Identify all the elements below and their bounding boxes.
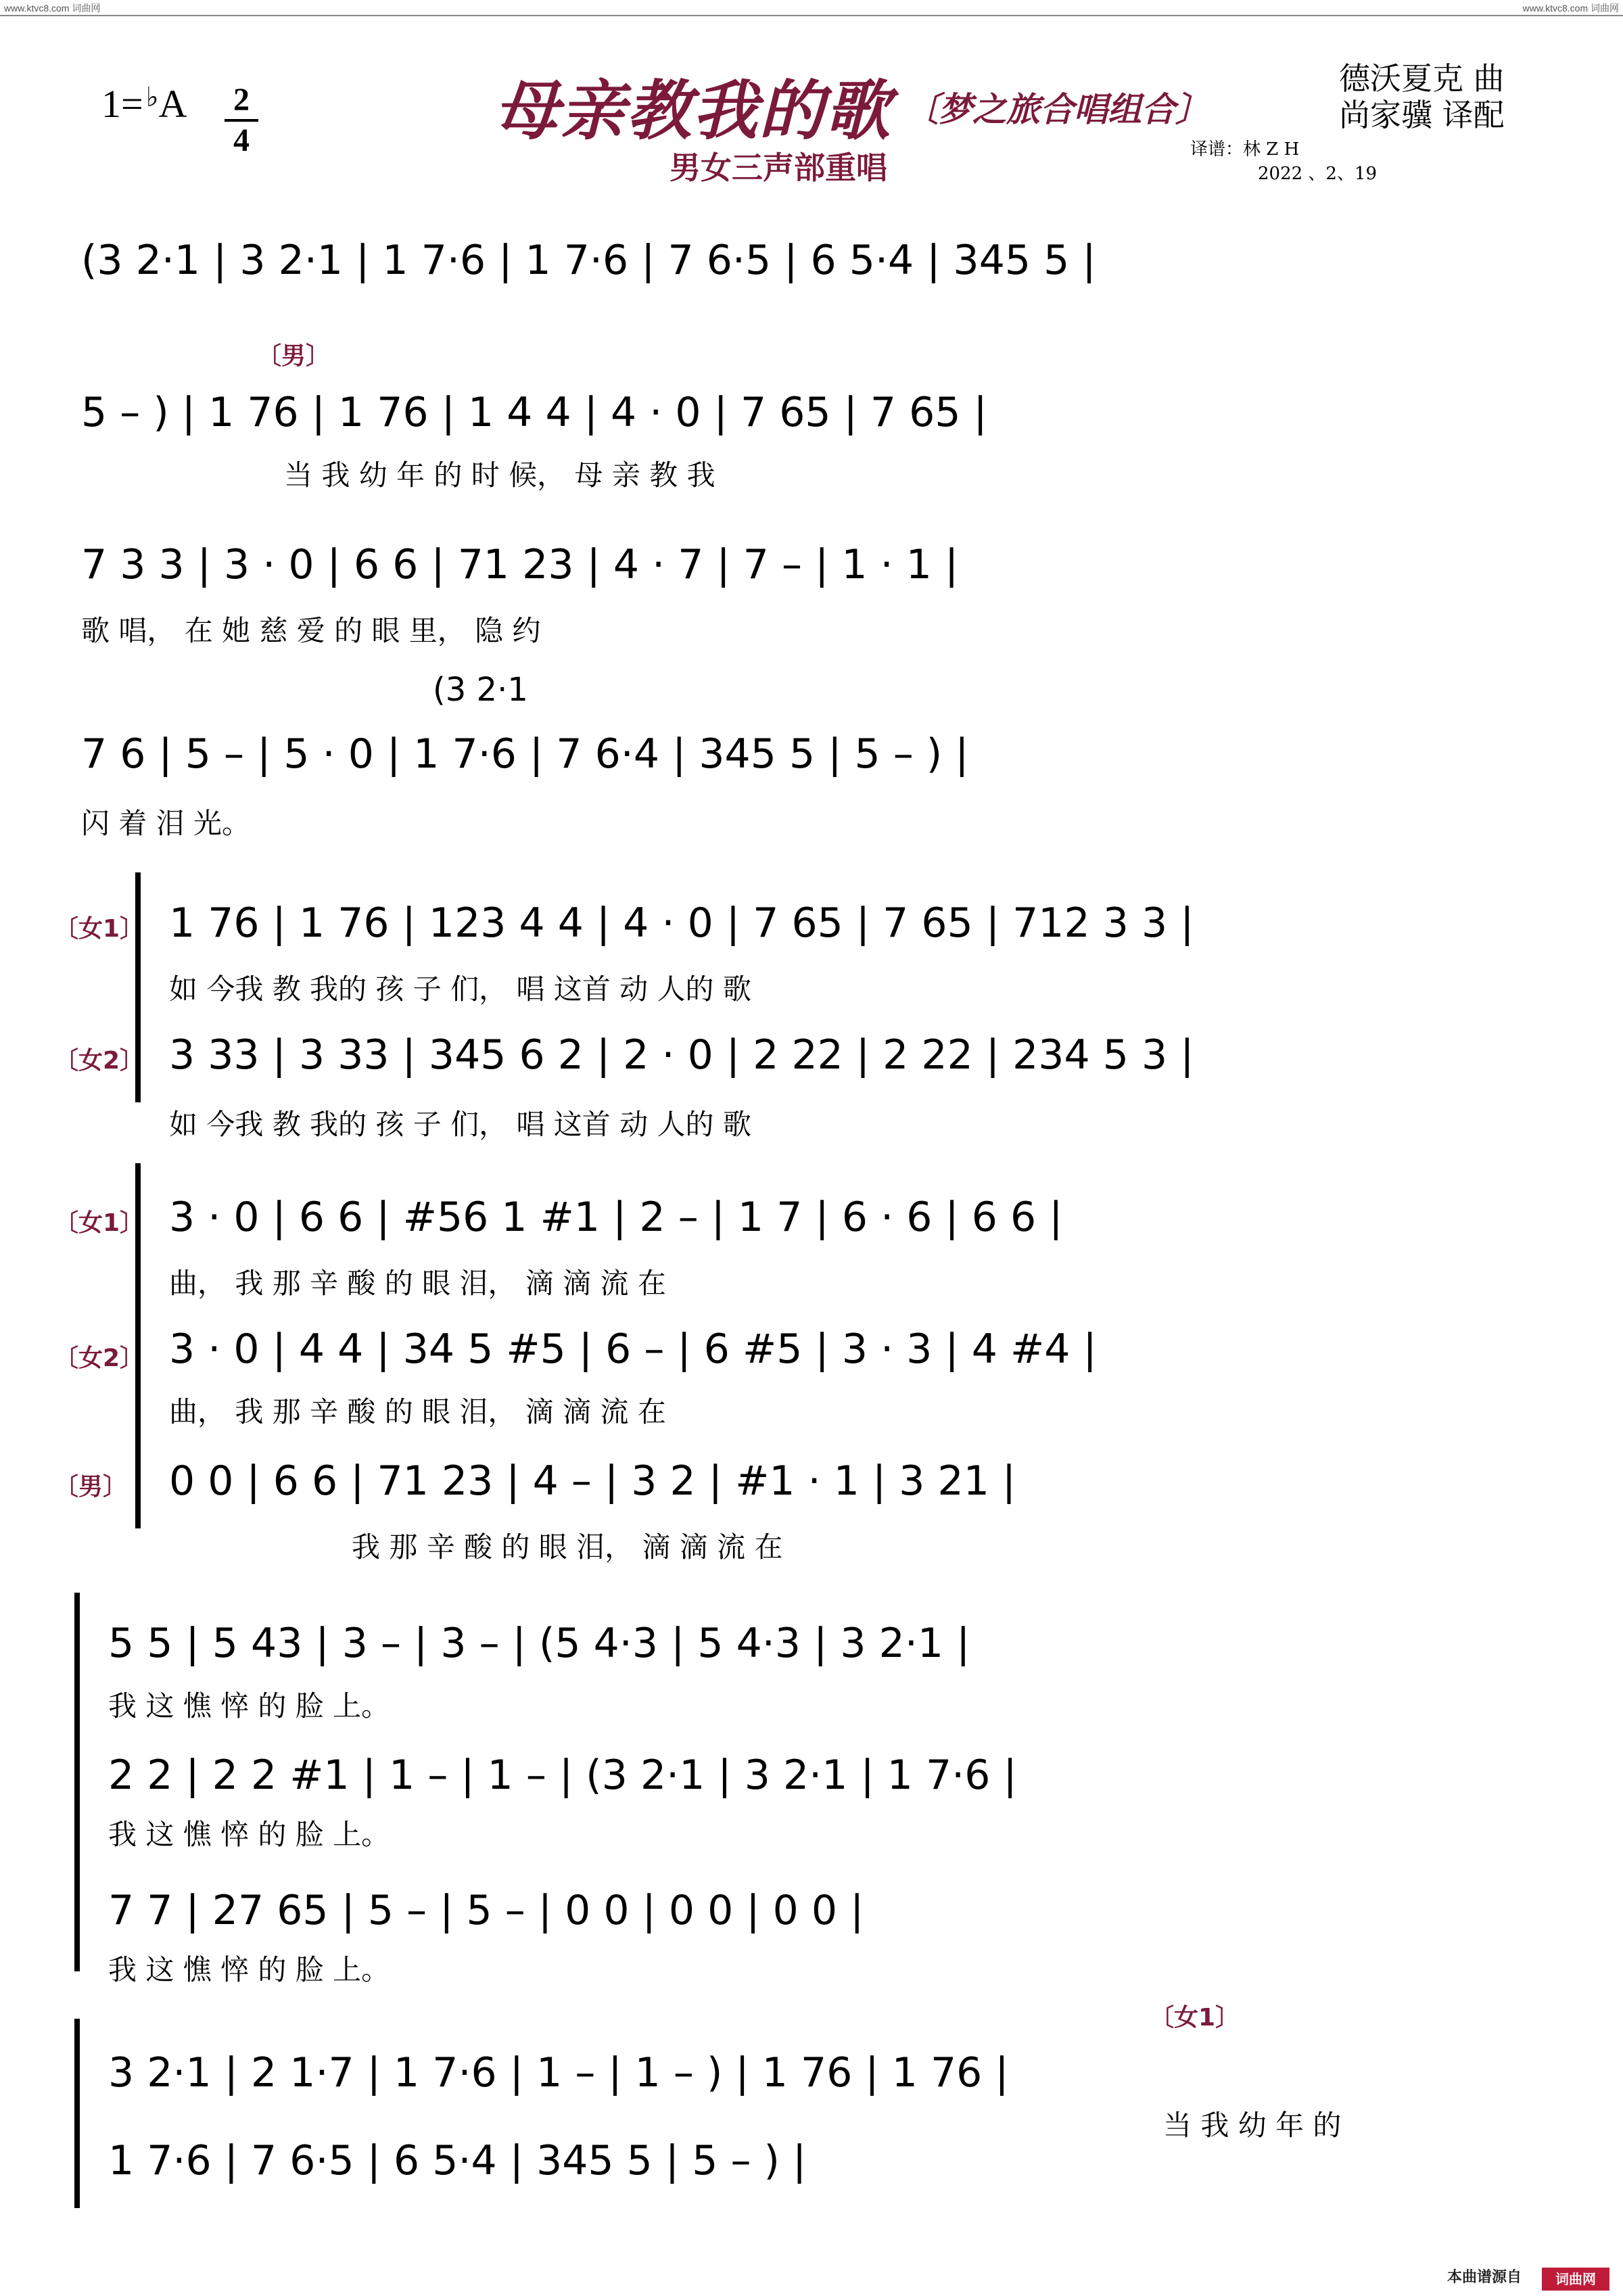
site-url-right[interactable]: www.ktvc8.com 词曲网 [1522,3,1619,14]
lyric-line: 如 今我 教 我的 孩 子 们， 唱 这首 动 人的 歌 [169,973,751,1006]
time-signature [225,83,258,158]
music-line: 0 0 | 6 6 | 71 23 | 4 – | 3 2 | #1 · 1 | 3 21 | [169,1457,1016,1505]
female2-voice-tag: 〔女2〕 [54,1047,145,1075]
female1-voice-tag: 〔女1〕 [54,915,145,943]
arranger-credit: 尚家骥 译配 [1339,97,1505,133]
lyric-line: 我 这 憔 悴 的 脸 上。 [108,1689,390,1723]
lyric-line: 闪 着 泪 光。 [81,807,251,840]
lyric-line: 我 那 辛 酸 的 眼 泪， 滴 滴 流 在 [352,1530,783,1564]
cue-line: (3 2·1 [433,671,528,709]
lyric-line: 我 这 憔 悴 的 脸 上。 [108,1953,390,1986]
lyric-line: 歌 唱， 在 她 慈 爱 的 眼 里， 隐 约 [81,614,541,647]
arrangement-form: 男女三声部重唱 [669,149,887,186]
male-voice-tag: 〔男〕 [257,342,331,370]
music-line: (3 2·1 | 3 2·1 | 1 7·6 | 1 7·6 | 7 6·5 | 6 5·4 | 345 5 | [81,237,1096,284]
lyric-line: 我 这 憔 悴 的 脸 上。 [108,1818,390,1851]
music-line: 5 5 | 5 43 | 3 – | 3 – | (5 4·3 | 5 4·3 | 3 2·1 | [108,1620,970,1667]
female1-voice-tag: 〔女1〕 [54,1209,145,1237]
music-line: 3 · 0 | 4 4 | 34 5 #5 | 6 – | 6 #5 | 3 · 3 | 4 #4 | [169,1326,1097,1373]
female2-voice-tag: 〔女2〕 [54,1344,145,1372]
flat-sign: ♭ [145,82,159,112]
meter-bottom: 4 [233,122,250,158]
music-line: 5 – ) | 1 76 | 1 76 | 1 4 4 | 4 · 0 | 7 65 | 7 65 | [81,389,987,436]
music-line: 3 33 | 3 33 | 345 6 2 | 2 · 0 | 2 22 | 2 22 | 234 5 3 | [169,1031,1194,1079]
music-line: 3 2·1 | 2 1·7 | 1 7·6 | 1 – | 1 – ) | 1 76 | 1 76 | [108,2049,1009,2096]
music-line: 2 2 | 2 2 #1 | 1 – | 1 – | (3 2·1 | 3 2·1 | 1 7·6 | [108,1752,1017,1799]
music-line: 7 3 3 | 3 · 0 | 6 6 | 71 23 | 4 · 7 | 7 – | 1 · 1 | [81,541,959,588]
music-line: 7 6 | 5 – | 5 · 0 | 1 7·6 | 7 6·4 | 345 5 | 5 – ) | [81,730,969,778]
music-line: 7 7 | 27 65 | 5 – | 5 – | 0 0 | 0 0 | 0 0 | [108,1887,864,1934]
female1-voice-tag: 〔女1〕 [1150,2004,1240,2032]
system-bracket [74,2019,80,2208]
key-signature [101,81,187,126]
key-note: A [158,82,187,126]
lyric-line: 曲， 我 那 辛 酸 的 眼 泪， 滴 滴 流 在 [169,1395,666,1428]
lyric-line: 当 我 幼 年 的 时 候， 母 亲 教 我 [284,459,715,492]
male-voice-tag: 〔男〕 [54,1473,128,1501]
music-line: 3 · 0 | 6 6 | #56 1 #1 | 2 – | 1 7 | 6 · 6 | 6 6 | [169,1194,1063,1241]
lyric-line: 曲， 我 那 辛 酸 的 眼 泪， 滴 滴 流 在 [169,1267,666,1300]
transcriber-credit: 译谱：林 Z H [1190,139,1300,160]
lyric-line: 如 今我 教 我的 孩 子 们， 唱 这首 动 人的 歌 [169,1108,751,1141]
meter-bar [225,119,258,122]
system-bracket [74,1593,80,1971]
transcription-date: 2022 、2、19 [1258,164,1378,184]
performer-subtitle: 〔梦之旅合唱组合〕 [905,90,1209,129]
site-badge[interactable]: 词曲网 [1542,2268,1609,2291]
lyric-line: 当 我 幼 年 的 [1163,2109,1342,2142]
meter-top: 2 [233,82,250,118]
header-rule [0,15,1623,16]
key-label: 1= [101,82,143,126]
music-line: 1 7·6 | 7 6·5 | 6 5·4 | 345 5 | 5 – ) | [108,2137,807,2184]
source-note: 本曲谱源自 [1446,2269,1522,2286]
composer-credit: 德沃夏克 曲 [1339,60,1505,97]
song-title: 母亲教我的歌 [494,73,891,149]
site-url-left[interactable]: www.ktvc8.com 词曲网 [4,3,101,14]
music-line: 1 76 | 1 76 | 123 4 4 | 4 · 0 | 7 65 | 7 65 | 712 3 3 | [169,899,1194,947]
